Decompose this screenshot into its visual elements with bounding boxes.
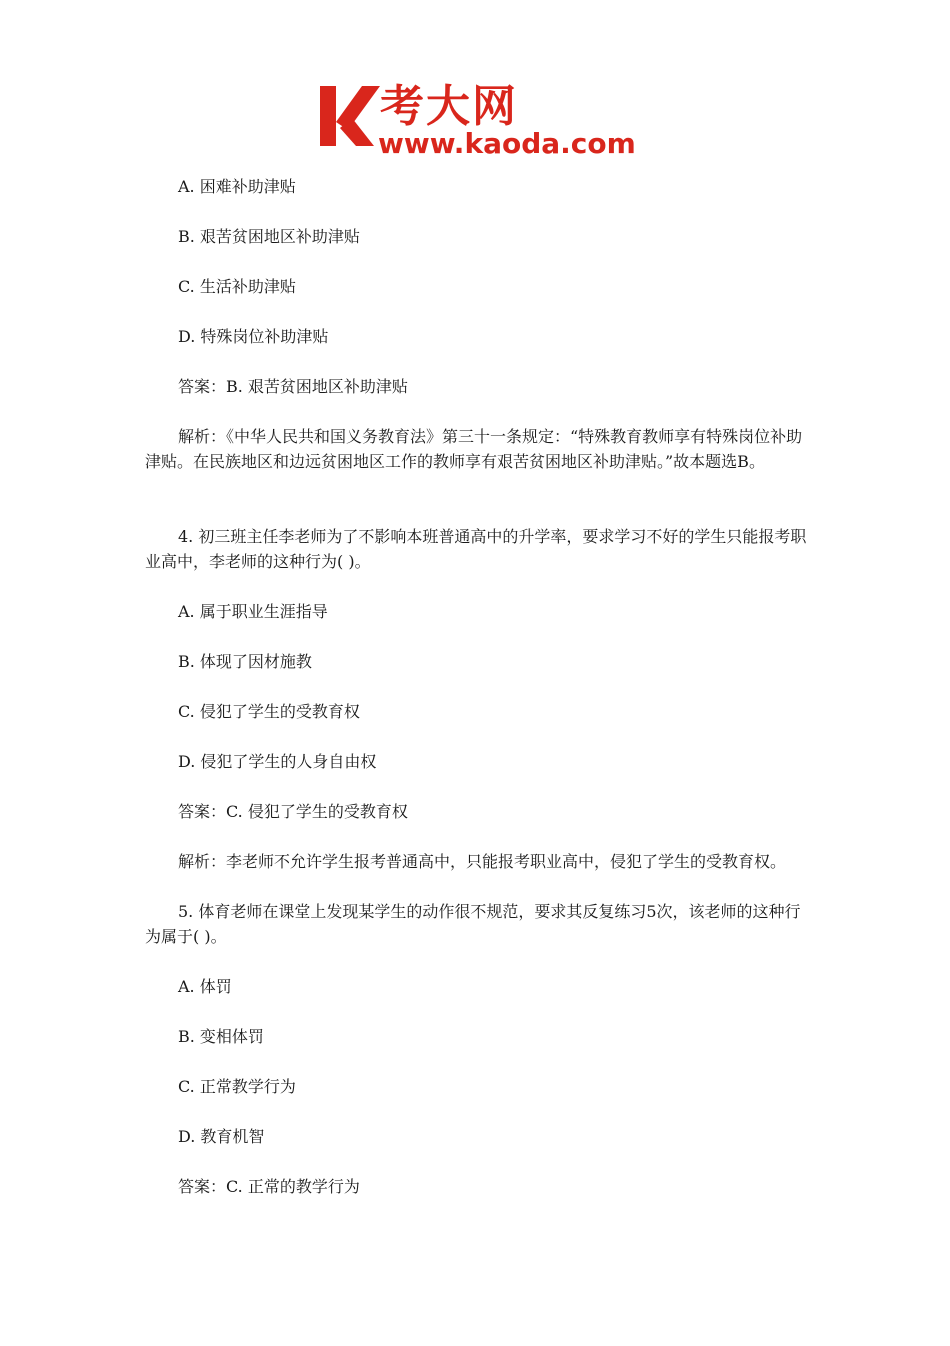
logo-chinese-name: 考大网 <box>380 81 518 132</box>
q4-option-b: B. 体现了因材施教 <box>178 652 312 671</box>
q4-option-a: A. 属于职业生涯指导 <box>178 602 328 621</box>
q4-explanation: 解析：李老师不允许学生报考普通高中，只能报考职业高中，侵犯了学生的受教育权。 <box>178 852 787 871</box>
q5-option-b: B. 变相体罚 <box>178 1027 264 1046</box>
logo-url: www.kaoda.com <box>378 127 636 160</box>
kaoda-logo <box>318 82 640 160</box>
q3-option-a: A. 困难补助津贴 <box>178 177 296 196</box>
q4-answer: 答案：C. 侵犯了学生的受教育权 <box>178 802 408 821</box>
q3-answer: 答案：B. 艰苦贫困地区补助津贴 <box>178 377 408 396</box>
q4-question: 4. 初三班主任李老师为了不影响本班普通高中的升学率，要求学习不好的学生只能报考职业高中，李老师的这种行为( )。 <box>145 527 807 571</box>
q5-question: 5. 体育老师在课堂上发现某学生的动作很不规范，要求其反复练习5次，该老师的这种行为属于( )。 <box>145 902 801 946</box>
q3-explanation: 解析：《中华人民共和国义务教育法》第三十一条规定：“特殊教育教师享有特殊岗位补助津贴。在民族地区和边远贫困地区工作的教师享有艰苦贫困地区补助津贴。”故本题选B。 <box>145 427 803 471</box>
q4-option-d: D. 侵犯了学生的人身自由权 <box>178 752 377 771</box>
q3-option-c: C. 生活补助津贴 <box>178 277 296 296</box>
q5-option-c: C. 正常教学行为 <box>178 1077 296 1096</box>
q5-answer: 答案：C. 正常的教学行为 <box>178 1177 360 1196</box>
logo-k-mark-icon <box>318 82 380 152</box>
q5-option-a: A. 体罚 <box>178 977 232 996</box>
q5-option-d: D. 教育机智 <box>178 1127 265 1146</box>
q3-option-d: D. 特殊岗位补助津贴 <box>178 327 329 346</box>
q4-option-c: C. 侵犯了学生的受教育权 <box>178 702 360 721</box>
q3-option-b: B. 艰苦贫困地区补助津贴 <box>178 227 360 246</box>
